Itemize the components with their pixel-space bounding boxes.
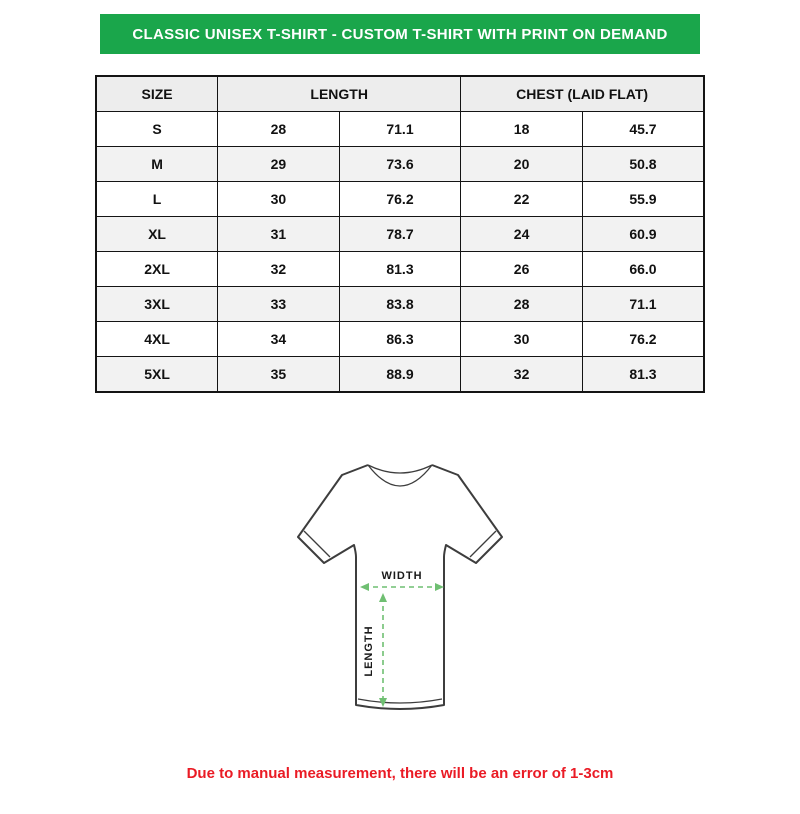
table-row (96, 252, 704, 287)
length-cm-cell: 71.1 (339, 112, 461, 147)
chest-in-cell: 28 (461, 287, 583, 322)
chest-in-cell: 32 (461, 357, 583, 393)
title-banner (100, 14, 700, 54)
size-cell: 4XL (96, 322, 218, 357)
length-in-cell: 35 (218, 357, 340, 393)
length-cm-cell: 78.7 (339, 217, 461, 252)
length-in-cell: 28 (218, 112, 340, 147)
table-row (96, 147, 704, 182)
length-cm-cell: 76.2 (339, 182, 461, 217)
chest-cm-cell: 81.3 (582, 357, 704, 393)
tshirt-measurement-diagram (250, 439, 550, 739)
chest-in-cell: 22 (461, 182, 583, 217)
length-in-cell: 32 (218, 252, 340, 287)
length-in-cell: 34 (218, 322, 340, 357)
chest-cm-cell: 60.9 (582, 217, 704, 252)
width-label: WIDTH (381, 570, 423, 582)
chest-cm-cell: 76.2 (582, 322, 704, 357)
table-header-row (96, 76, 704, 112)
size-cell: M (96, 147, 218, 182)
chest-in-cell: 20 (461, 147, 583, 182)
size-table (95, 75, 705, 393)
table-row (96, 322, 704, 357)
chest-in-cell: 26 (461, 252, 583, 287)
table-row (96, 287, 704, 322)
length-in-cell: 30 (218, 182, 340, 217)
length-in-cell: 33 (218, 287, 340, 322)
size-cell: 2XL (96, 252, 218, 287)
length-cm-cell: 88.9 (339, 357, 461, 393)
chest-cm-cell: 66.0 (582, 252, 704, 287)
chest-in-cell: 30 (461, 322, 583, 357)
chest-in-cell: 24 (461, 217, 583, 252)
table-row (96, 182, 704, 217)
length-cm-cell: 73.6 (339, 147, 461, 182)
table-row (96, 357, 704, 393)
size-cell: XL (96, 217, 218, 252)
header-size: SIZE (96, 76, 218, 112)
size-cell: 5XL (96, 357, 218, 393)
chest-cm-cell: 71.1 (582, 287, 704, 322)
size-cell: S (96, 112, 218, 147)
measurement-note: Due to manual measurement, there will be an error of 1-3cm (186, 765, 614, 782)
tshirt-outline-drawing (250, 439, 550, 739)
page-title: CLASSIC UNISEX T-SHIRT - CUSTOM T-SHIRT WITH PRINT ON DEMAND (132, 25, 668, 43)
size-cell: 3XL (96, 287, 218, 322)
table-row (96, 112, 704, 147)
size-cell: L (96, 182, 218, 217)
length-cm-cell: 83.8 (339, 287, 461, 322)
chest-cm-cell: 50.8 (582, 147, 704, 182)
header-length: LENGTH (218, 76, 461, 112)
size-chart-page (0, 14, 800, 814)
table-row (96, 217, 704, 252)
length-cm-cell: 86.3 (339, 322, 461, 357)
header-chest: CHEST (LAID FLAT) (461, 76, 704, 112)
length-in-cell: 29 (218, 147, 340, 182)
chest-in-cell: 18 (461, 112, 583, 147)
length-cm-cell: 81.3 (339, 252, 461, 287)
length-in-cell: 31 (218, 217, 340, 252)
chest-cm-cell: 45.7 (582, 112, 704, 147)
length-label: LENGTH (363, 625, 375, 677)
chest-cm-cell: 55.9 (582, 182, 704, 217)
